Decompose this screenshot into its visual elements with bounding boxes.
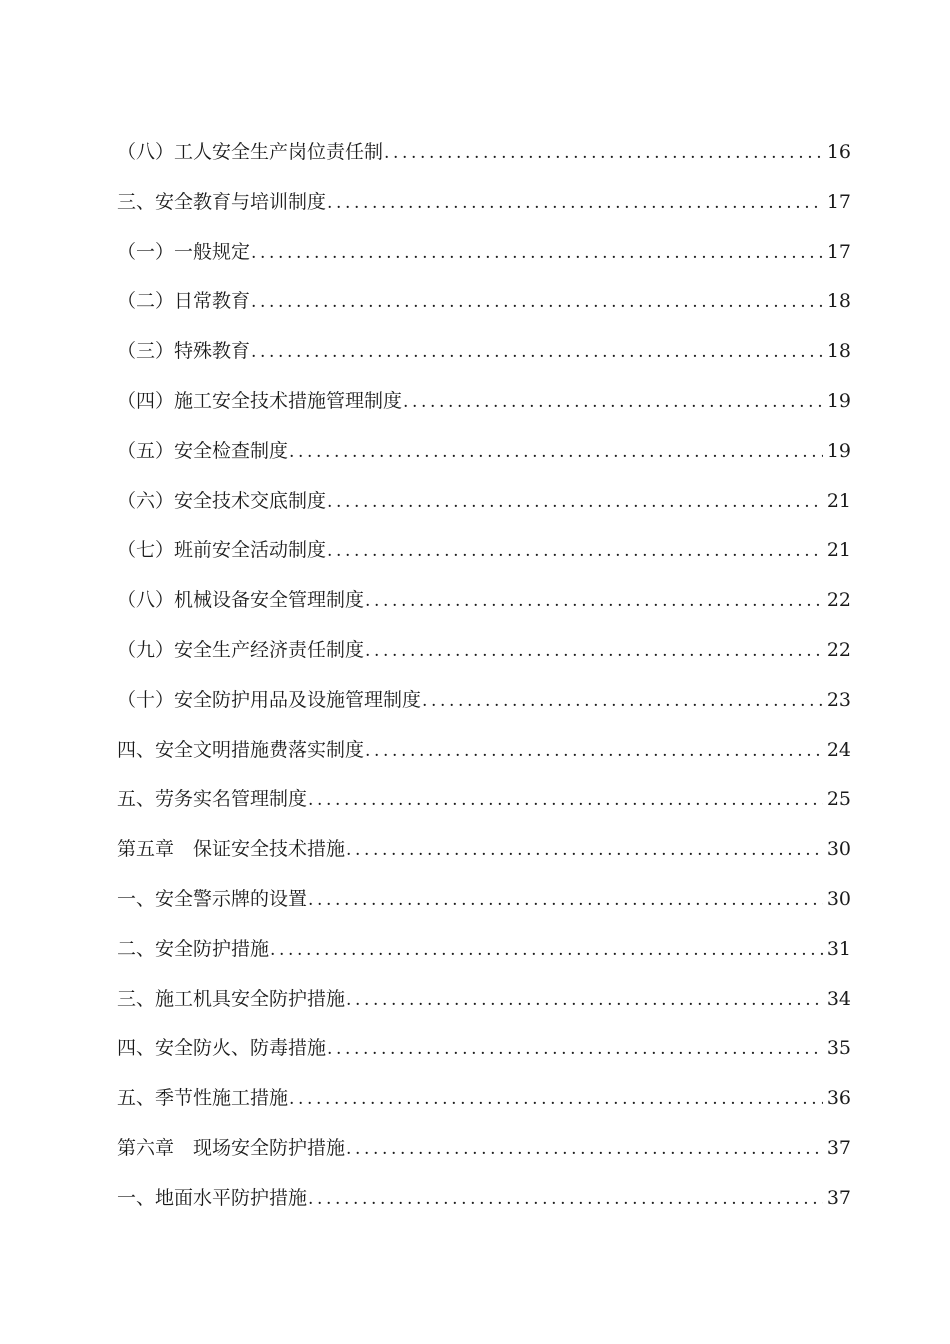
toc-entry[interactable] <box>117 576 851 626</box>
toc-entry-page: 31 <box>826 937 851 960</box>
toc-leader-dots <box>251 229 823 279</box>
toc-entry-label: （三）特殊教育 <box>117 340 251 363</box>
toc-entry-label: 三、安全教育与培训制度 <box>117 190 327 213</box>
toc-entry[interactable] <box>117 178 851 228</box>
toc-entry-label: （五）安全检查制度 <box>117 439 289 462</box>
toc-entry-label: （四）施工安全技术措施管理制度 <box>117 389 403 412</box>
toc-entry-label: （十）安全防护用品及设施管理制度 <box>117 688 422 711</box>
toc-entry[interactable] <box>117 1174 851 1224</box>
toc-entry-page: 21 <box>826 489 851 512</box>
toc-entry-page: 22 <box>826 589 851 612</box>
toc-leader-dots <box>308 1175 823 1225</box>
toc-leader-dots <box>365 727 823 777</box>
toc-entry-page: 18 <box>826 290 851 313</box>
toc-entry-page: 17 <box>826 190 851 213</box>
toc-leader-dots <box>251 278 823 328</box>
toc-leader-dots <box>422 677 823 727</box>
toc-entry-page: 19 <box>826 439 851 462</box>
toc-leader-dots <box>289 428 823 478</box>
toc-entry[interactable] <box>117 277 851 327</box>
toc-leader-dots <box>327 527 823 577</box>
toc-entry[interactable] <box>117 228 851 278</box>
table-of-contents <box>117 128 851 1224</box>
toc-entry-label: （一）一般规定 <box>117 240 251 263</box>
toc-leader-dots <box>327 179 823 229</box>
toc-leader-dots <box>308 876 823 926</box>
toc-entry[interactable] <box>117 477 851 527</box>
toc-leader-dots <box>327 478 823 528</box>
toc-entry-page: 36 <box>826 1087 851 1110</box>
toc-entry-label: 第六章 现场安全防护措施 <box>117 1136 346 1159</box>
toc-entry-label: 四、安全文明措施费落实制度 <box>117 738 365 761</box>
toc-entry-label: （八）工人安全生产岗位责任制 <box>117 141 384 163</box>
toc-entry-page: 21 <box>826 539 851 562</box>
toc-entry-label: 四、安全防火、防毒措施 <box>117 1037 327 1060</box>
toc-entry[interactable] <box>117 775 851 825</box>
toc-entry-page: 17 <box>826 240 851 263</box>
toc-entry-label: （六）安全技术交底制度 <box>117 489 327 512</box>
toc-entry-label: 二、安全防护措施 <box>117 937 270 960</box>
toc-entry-page: 34 <box>826 987 851 1010</box>
toc-entry[interactable] <box>117 1074 851 1124</box>
toc-entry[interactable] <box>117 676 851 726</box>
toc-entry-page: 24 <box>826 738 851 761</box>
toc-leader-dots <box>384 129 823 179</box>
toc-leader-dots <box>327 1025 823 1075</box>
toc-leader-dots <box>365 577 823 627</box>
toc-entry[interactable] <box>117 925 851 975</box>
toc-entry[interactable] <box>117 1024 851 1074</box>
toc-entry[interactable] <box>117 875 851 925</box>
toc-entry-page: 16 <box>826 141 851 163</box>
toc-entry[interactable] <box>117 377 851 427</box>
toc-leader-dots <box>346 1125 823 1175</box>
toc-entry-page: 25 <box>826 788 851 811</box>
toc-entry-page: 30 <box>826 838 851 861</box>
toc-entry-page: 22 <box>826 638 851 661</box>
toc-entry-page: 37 <box>826 1136 851 1159</box>
toc-entry-page: 19 <box>826 389 851 412</box>
toc-entry-page: 35 <box>826 1037 851 1060</box>
toc-leader-dots <box>365 627 823 677</box>
toc-leader-dots <box>289 1075 823 1125</box>
toc-entry[interactable] <box>117 626 851 676</box>
toc-entry[interactable] <box>117 726 851 776</box>
toc-entry-label: 一、安全警示牌的设置 <box>117 887 308 910</box>
toc-entry-label: 第五章 保证安全技术措施 <box>117 838 346 861</box>
toc-entry-label: 一、地面水平防护措施 <box>117 1186 308 1209</box>
toc-entry[interactable] <box>117 526 851 576</box>
toc-entry[interactable] <box>117 825 851 875</box>
toc-entry-label: 五、劳务实名管理制度 <box>117 788 308 811</box>
toc-entry-label: 三、施工机具安全防护措施 <box>117 987 346 1010</box>
toc-entry-page: 18 <box>826 340 851 363</box>
toc-entry-label: 五、季节性施工措施 <box>117 1087 289 1110</box>
toc-entry-label: （七）班前安全活动制度 <box>117 539 327 562</box>
toc-entry[interactable] <box>117 128 851 178</box>
toc-leader-dots <box>270 926 823 976</box>
toc-entry-label: （八）机械设备安全管理制度 <box>117 589 365 612</box>
toc-entry[interactable] <box>117 975 851 1025</box>
toc-entry[interactable] <box>117 327 851 377</box>
toc-entry-page: 37 <box>826 1186 851 1209</box>
toc-entry[interactable] <box>117 1124 851 1174</box>
toc-entry[interactable] <box>117 427 851 477</box>
toc-entry-label: （九）安全生产经济责任制度 <box>117 638 365 661</box>
toc-leader-dots <box>403 378 823 428</box>
toc-leader-dots <box>346 826 823 876</box>
toc-leader-dots <box>346 976 823 1026</box>
toc-entry-page: 30 <box>826 887 851 910</box>
toc-entry-label: （二）日常教育 <box>117 290 251 313</box>
toc-leader-dots <box>308 776 823 826</box>
toc-entry-page: 23 <box>826 688 851 711</box>
toc-leader-dots <box>251 328 823 378</box>
